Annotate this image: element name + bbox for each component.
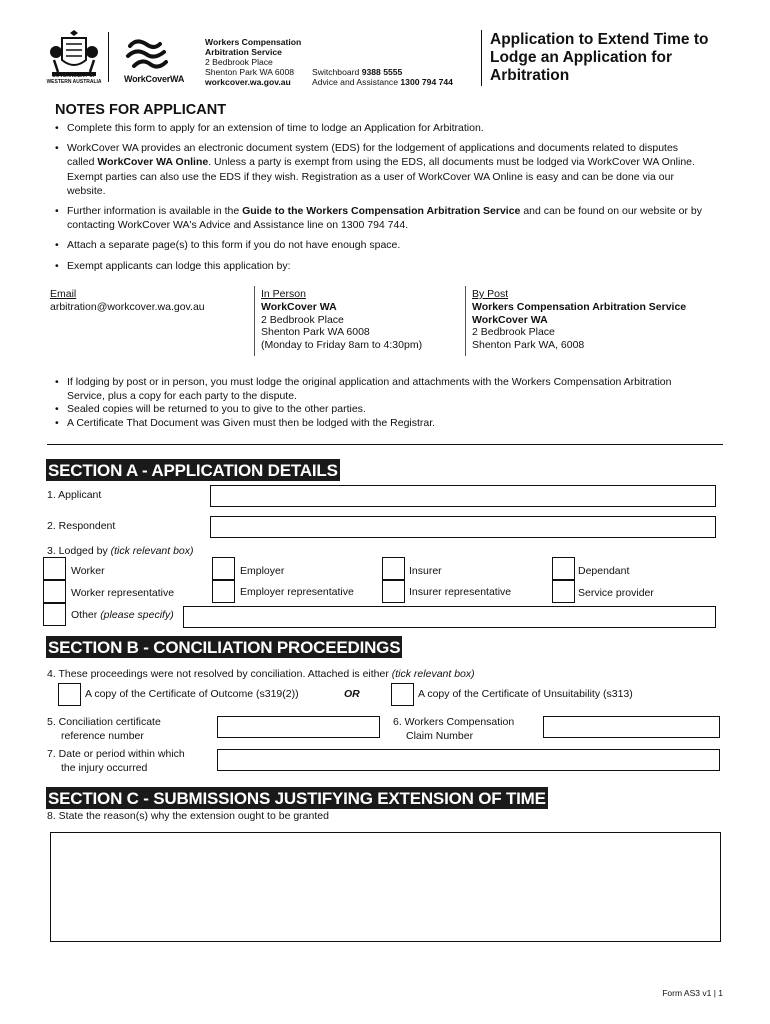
address-line-2: Shenton Park WA 6008 xyxy=(205,67,295,77)
post-address-2: Shenton Park WA, 6008 xyxy=(472,339,585,352)
worker-label: Worker xyxy=(71,565,105,577)
lodged-by-label xyxy=(47,544,194,558)
by-post-heading: By Post xyxy=(472,288,509,300)
title-divider xyxy=(481,30,482,86)
other-label xyxy=(71,608,174,622)
or-label: OR xyxy=(344,688,360,700)
certificate-of-unsuitability-checkbox[interactable] xyxy=(391,683,414,706)
q4-text: 4. These proceedings were not resolved by conciliation. Attached is either xyxy=(47,668,392,680)
worker-representative-label: Worker representative xyxy=(71,587,175,599)
in-person-address-2: Shenton Park WA 6008 xyxy=(261,326,370,339)
header-divider xyxy=(108,32,109,82)
post-org-2: WorkCover WA xyxy=(472,313,548,326)
org-name-line-2: Arbitration Service xyxy=(205,47,282,57)
q4-hint: (tick relevant box) xyxy=(391,668,475,680)
conciliation-reference-field[interactable] xyxy=(217,716,380,738)
worker-checkbox[interactable] xyxy=(43,557,66,580)
q7-label xyxy=(47,747,185,775)
column-divider xyxy=(254,286,255,356)
org-address-block xyxy=(205,37,301,87)
list-item xyxy=(55,141,705,198)
list-item xyxy=(55,238,705,252)
applicant-label: 1. Applicant xyxy=(47,489,102,501)
q6-line-1: 6. Workers Compensation xyxy=(393,716,515,728)
employer-label: Employer xyxy=(240,565,285,577)
employer-representative-checkbox[interactable] xyxy=(212,580,235,603)
q5-line-2: reference number xyxy=(61,730,144,742)
other-hint: (please specify) xyxy=(100,609,174,621)
note-text: WorkCover WA provides an electronic document system (EDS) for the lodgement of applications and documents related to disputes called xyxy=(67,142,679,169)
advice-number: 1300 794 744 xyxy=(400,77,453,87)
post-address-1: 2 Bedbrook Place xyxy=(472,326,555,339)
q8-label: 8. State the reason(s) why the extension ought to be granted xyxy=(47,810,329,822)
org-name-line-1: Workers Compensation xyxy=(205,37,302,47)
contact-block xyxy=(312,67,453,87)
in-person-address-1: 2 Bedbrook Place xyxy=(261,313,344,326)
advice-label: Advice and Assistance xyxy=(312,77,398,87)
note-text: Exempt applicants can lodge this application by: xyxy=(67,259,291,272)
email-heading: Email xyxy=(50,288,77,300)
insurer-checkbox[interactable] xyxy=(382,557,405,580)
insurer-label: Insurer xyxy=(409,565,442,577)
worker-representative-checkbox[interactable] xyxy=(43,580,66,603)
section-divider xyxy=(47,444,723,445)
other-specify-field[interactable] xyxy=(183,606,716,628)
lodge-email-column xyxy=(50,288,205,314)
list-item xyxy=(55,204,705,232)
other-checkbox[interactable] xyxy=(43,603,66,626)
q5-label xyxy=(47,715,161,743)
address-line-1: 2 Bedbrook Place xyxy=(205,57,273,67)
respondent-label: 2. Respondent xyxy=(47,520,116,532)
note-text: . Unless a party is exempt from using the EDS, all documents must be lodged via WorkCover WA Online. Exempt parties can also use the EDS if they wish. Registration as a user of WorkCover WA Online is easy and can be done via our website. xyxy=(67,156,695,197)
in-person-heading: In Person xyxy=(261,288,306,300)
gov-label-line-1: GOVERNMENT OF xyxy=(51,73,97,79)
in-person-org: WorkCover WA xyxy=(261,300,337,313)
section-a-heading: SECTION A - APPLICATION DETAILS xyxy=(48,461,338,480)
service-provider-label: Service provider xyxy=(578,587,654,599)
form-title: Application to Extend Time to Lodge an Application for Arbitration xyxy=(490,31,709,84)
list-item xyxy=(55,259,705,273)
other-text: Other xyxy=(71,609,101,621)
section-c-heading: SECTION C - SUBMISSIONS JUSTIFYING EXTENSION OF TIME xyxy=(48,789,546,808)
claim-number-field[interactable] xyxy=(543,716,720,738)
column-divider xyxy=(465,286,466,356)
respondent-field[interactable] xyxy=(210,516,716,538)
injury-date-field[interactable] xyxy=(217,749,720,771)
lodged-by-text: 3. Lodged by xyxy=(47,545,111,557)
dependant-label: Dependant xyxy=(578,565,630,577)
note-bold-text: WorkCover WA Online xyxy=(97,156,209,169)
certificate-of-unsuitability-label: A copy of the Certificate of Unsuitability (s313) xyxy=(418,688,633,700)
list-item: • If lodging by post or in person, you must lodge the original application and attachments with the Workers Compensation Arbitration Service, plus a copy for each party to the dispute. xyxy=(55,376,705,403)
government-label xyxy=(44,74,104,85)
note-bold-text: Guide to the Workers Compensation Arbitration Service xyxy=(242,205,521,218)
certificate-of-outcome-checkbox[interactable] xyxy=(58,683,81,706)
q6-label xyxy=(393,715,514,743)
in-person-hours: (Monday to Friday 8am to 4:30pm) xyxy=(261,339,423,352)
lodge-in-person-column xyxy=(261,288,422,352)
applicant-field[interactable] xyxy=(210,485,716,507)
q5-line-1: 5. Conciliation certificate xyxy=(47,716,161,728)
q6-line-2: Claim Number xyxy=(406,730,474,742)
employer-checkbox[interactable] xyxy=(212,557,235,580)
email-address[interactable]: arbitration@workcover.wa.gov.au xyxy=(50,300,205,313)
note-text: Further information is available in the xyxy=(67,205,243,218)
workcover-logo-icon xyxy=(120,36,176,72)
q7-line-2: the injury occurred xyxy=(61,762,148,774)
employer-representative-label: Employer representative xyxy=(240,586,354,598)
insurer-representative-label: Insurer representative xyxy=(409,586,512,598)
note-text: Complete this form to apply for an extension of time to lodge an Application for Arbitration. xyxy=(67,122,484,134)
service-provider-checkbox[interactable] xyxy=(552,580,575,603)
brand-name: WorkCoverWA xyxy=(124,74,185,84)
insurer-representative-checkbox[interactable] xyxy=(382,580,405,603)
lodged-by-hint: (tick relevant box) xyxy=(110,545,194,557)
website-link[interactable]: workcover.wa.gov.au xyxy=(205,77,291,87)
submissions-textarea[interactable] xyxy=(50,832,721,942)
q4-label xyxy=(47,667,475,681)
list-item: • Sealed copies will be returned to you to give to the other parties. xyxy=(55,403,705,417)
switchboard-label: Switchboard xyxy=(312,67,360,77)
post-org-1: Workers Compensation Arbitration Service xyxy=(472,300,687,313)
list-item: • A Certificate That Document was Given must then be lodged with the Registrar. xyxy=(55,417,705,431)
switchboard-number: 9388 5555 xyxy=(361,67,403,77)
gov-label-line-2: WESTERN AUSTRALIA xyxy=(46,78,102,85)
notes-title: NOTES FOR APPLICANT xyxy=(55,102,227,118)
form-identifier: Form AS3 v1 | 1 xyxy=(662,988,723,998)
section-b-heading: SECTION B - CONCILIATION PROCEEDINGS xyxy=(48,638,401,657)
lodging-notes-list xyxy=(55,376,705,430)
certificate-of-outcome-label: A copy of the Certificate of Outcome (s319(2)) xyxy=(85,688,299,700)
q7-line-1: 7. Date or period within which xyxy=(47,748,185,760)
note-text: Attach a separate page(s) to this form if you do not have enough space. xyxy=(67,239,401,252)
dependant-checkbox[interactable] xyxy=(552,557,575,580)
notes-list xyxy=(55,121,705,279)
list-item xyxy=(55,121,705,135)
lodge-post-column xyxy=(472,288,686,352)
note-text: and can be found on our website or by contacting WorkCover WA's Advice and Assistance line on 1300 794 744. xyxy=(67,205,702,232)
